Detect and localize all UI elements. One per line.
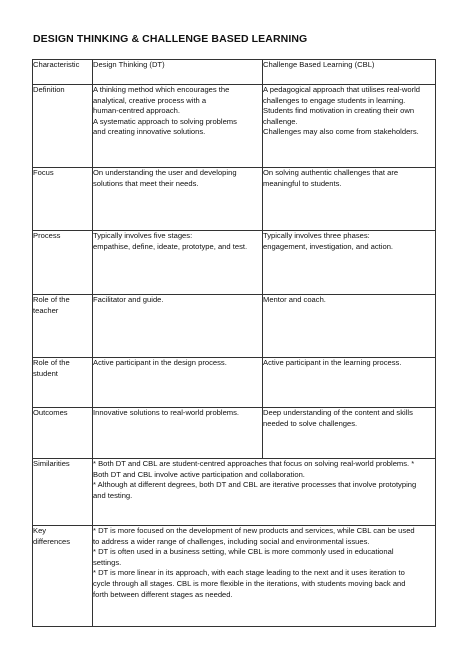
outcomes-cbl-cell xyxy=(263,408,436,459)
row-label-similarities xyxy=(33,459,93,526)
key-differences-line: cycle through all stages. CBL is more flexible in the iterations, with students moving back and xyxy=(93,578,406,588)
outcomes-cbl-line: Deep understanding of the content and skills xyxy=(263,408,413,417)
definition-dt-line: A systematic approach to solving problems xyxy=(93,116,237,126)
process-dt-line: Typically involves five stages: xyxy=(93,231,193,240)
row-definition xyxy=(33,85,436,168)
similarities-line: and testing. xyxy=(93,490,133,500)
row-label-key-differences-text: differences xyxy=(33,536,71,546)
role-teacher-cbl-line: Mentor and coach. xyxy=(263,295,326,304)
definition-cbl-line: Challenges may also come from stakeholders. xyxy=(263,127,419,137)
definition-cbl-line: A pedagogical approach that utilises real-world xyxy=(263,85,421,94)
row-label-process-text: Process xyxy=(33,231,61,240)
row-label-role-student-text: Role of the xyxy=(33,358,70,367)
key-differences-line: settings. xyxy=(93,557,122,567)
definition-cbl-line: challenges to engage students in learning. xyxy=(263,95,406,105)
role-student-dt-line: Active participant in the design process. xyxy=(93,358,227,367)
row-label-key-differences xyxy=(33,526,93,627)
header-cbl: Challenge Based Learning (CBL) xyxy=(263,60,436,85)
row-focus xyxy=(33,168,436,231)
key-differences-line: forth between different stages as needed. xyxy=(93,589,233,599)
definition-dt-line: and creating innovative solutions. xyxy=(93,127,206,137)
header-characteristic: Characteristic xyxy=(33,60,93,85)
row-label-similarities-text: Similarities xyxy=(33,459,70,468)
process-cbl-line: Typically involves three phases: xyxy=(263,231,370,240)
header-design-thinking: Design Thinking (DT) xyxy=(93,60,263,85)
definition-cbl-cell xyxy=(263,85,436,168)
row-label-focus xyxy=(33,168,93,231)
definition-dt-line: A thinking method which encourages the xyxy=(93,85,230,94)
role-student-cbl-line: Active participant in the learning process. xyxy=(263,358,402,367)
role-student-dt-cell xyxy=(93,358,263,408)
row-label-outcomes xyxy=(33,408,93,459)
process-dt-cell xyxy=(93,231,263,295)
process-cbl-line: engagement, investigation, and action. xyxy=(263,241,394,251)
focus-cbl-line: On solving authentic challenges that are xyxy=(263,168,399,177)
outcomes-dt-cell xyxy=(93,408,263,459)
definition-dt-cell xyxy=(93,85,263,168)
outcomes-dt-line: Innovative solutions to real-world problems. xyxy=(93,408,240,417)
key-differences-line: to address a wider range of challenges, including social and environmental issues. xyxy=(93,536,370,546)
comparison-table xyxy=(32,59,436,627)
focus-dt-line: On understanding the user and developing xyxy=(93,168,237,177)
row-label-key-differences-text: Key xyxy=(33,526,47,535)
similarities-cell xyxy=(93,459,436,526)
key-differences-line: * DT is more focused on the development of new products and services, while CBL can be used xyxy=(93,526,415,535)
key-differences-line: * DT is more linear in its approach, with each stage leading to the next and it uses iteration to xyxy=(93,568,405,578)
definition-dt-line: human-centred approach. xyxy=(93,106,180,116)
focus-dt-cell xyxy=(93,168,263,231)
role-teacher-dt-cell xyxy=(93,295,263,358)
row-key-differences xyxy=(33,526,436,627)
focus-cbl-line: meaningful to students. xyxy=(263,178,342,188)
focus-dt-line: solutions that meet their needs. xyxy=(93,178,199,188)
row-label-role-teacher-text: teacher xyxy=(33,305,59,315)
similarities-line: * Although at different degrees, both DT and CBL are iterative processes that involve prototyping xyxy=(93,480,417,490)
table-header-row xyxy=(33,60,436,85)
definition-dt-line: analytical, creative process with a xyxy=(93,95,207,105)
row-process xyxy=(33,231,436,295)
row-role-student xyxy=(33,358,436,408)
row-role-teacher xyxy=(33,295,436,358)
process-cbl-cell xyxy=(263,231,436,295)
key-differences-cell xyxy=(93,526,436,627)
row-label-definition-text: Definition xyxy=(33,85,65,94)
document-title: DESIGN THINKING & CHALLENGE BASED LEARNING xyxy=(33,33,308,45)
role-student-cbl-cell xyxy=(263,358,436,408)
row-label-process xyxy=(33,231,93,295)
row-label-outcomes-text: Outcomes xyxy=(33,408,68,417)
definition-cbl-line: Students find motivation in creating their own xyxy=(263,106,415,116)
row-label-role-teacher xyxy=(33,295,93,358)
process-dt-line: empathise, define, ideate, prototype, and test. xyxy=(93,241,248,251)
similarities-line: Both DT and CBL involve active participation and collaboration. xyxy=(93,469,305,479)
row-label-role-teacher-text: Role of the xyxy=(33,295,70,304)
role-teacher-dt-line: Facilitator and guide. xyxy=(93,295,164,304)
row-similarities xyxy=(33,459,436,526)
row-label-focus-text: Focus xyxy=(33,168,54,177)
row-label-definition xyxy=(33,85,93,168)
row-label-role-student-text: student xyxy=(33,368,58,378)
similarities-line: * Both DT and CBL are student-centred approaches that focus on solving real-world problems. * xyxy=(93,459,415,468)
focus-cbl-cell xyxy=(263,168,436,231)
row-label-role-student xyxy=(33,358,93,408)
outcomes-cbl-line: needed to solve challenges. xyxy=(263,418,358,428)
role-teacher-cbl-cell xyxy=(263,295,436,358)
row-outcomes xyxy=(33,408,436,459)
key-differences-line: * DT is often used in a business setting, while CBL is more commonly used in educational xyxy=(93,547,394,557)
definition-cbl-line: challenge. xyxy=(263,116,298,126)
